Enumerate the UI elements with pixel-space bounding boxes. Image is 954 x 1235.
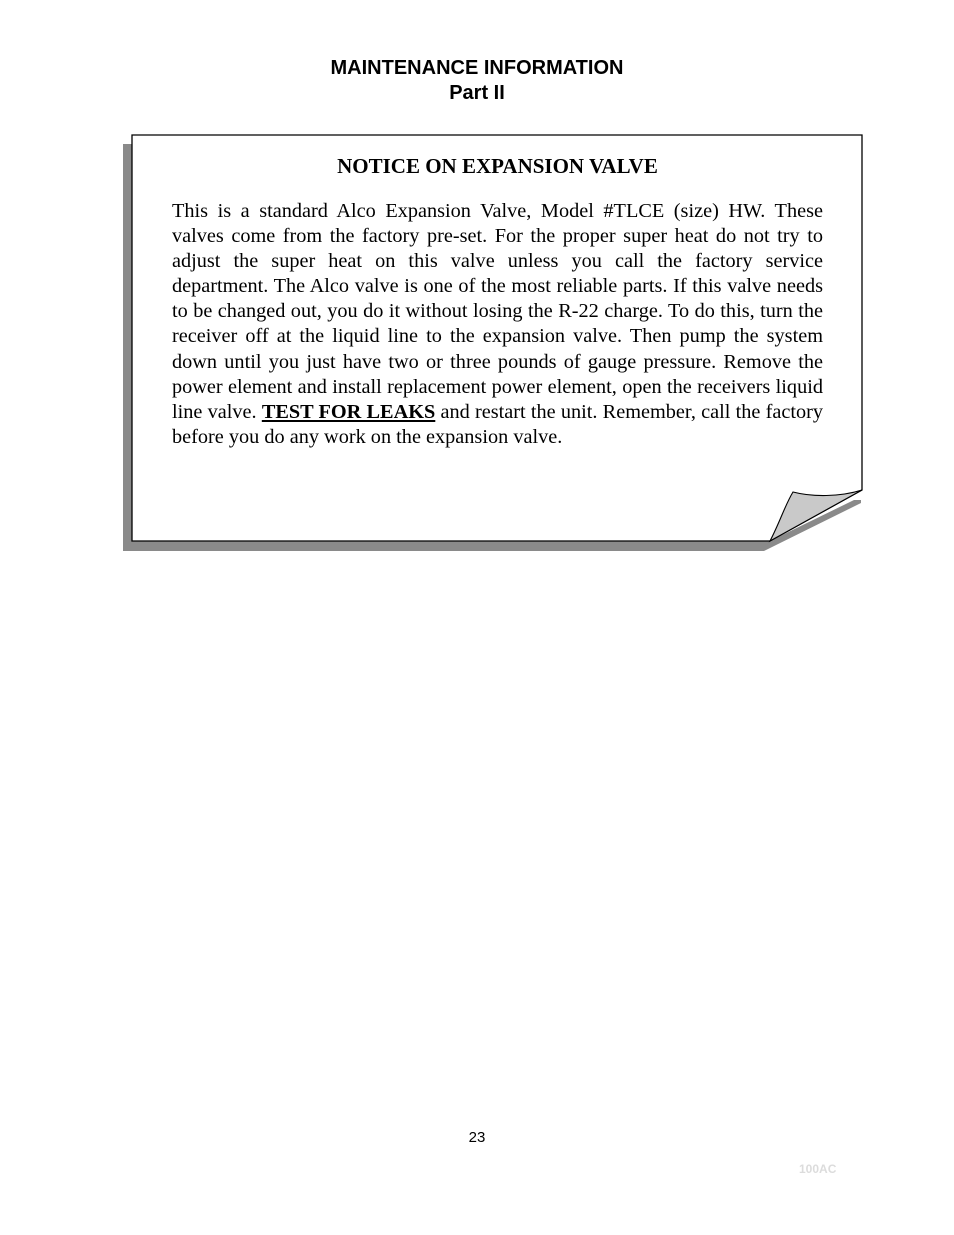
notice-content <box>172 152 823 450</box>
notice-body-text: This is a standard Alco Expansion Valve, Model #TLCE (size) HW. These valves come from the factory pre-set. For the proper super heat do not try to adjust the super heat on this valve unless you call the factory service department. The Alco valve is one of the most reliable parts. If this valve needs to be changed out, you do it without losing the R-22 charge. To do this, turn the receiver off at the liquid line to the expansion valve. Then pump the system down until you just have two or three pounds of gauge pressure. Remove the power element and install replacement power element, open the receivers liquid line valve. <box>172 200 823 423</box>
notice-body-text-end: and restart the unit. Remember, call the factory before you do any work on the expansion valve. <box>172 400 824 448</box>
test-for-leaks-emphasis: TEST FOR LEAKS <box>261 400 436 423</box>
document-code: 100AC <box>799 1162 837 1176</box>
page-subtitle: Part II <box>449 82 505 104</box>
page-title: MAINTENANCE INFORMATION <box>330 57 624 79</box>
notice-body <box>172 199 823 450</box>
page-number: 23 <box>468 1129 486 1146</box>
notice-title: NOTICE ON EXPANSION VALVE <box>337 154 658 178</box>
